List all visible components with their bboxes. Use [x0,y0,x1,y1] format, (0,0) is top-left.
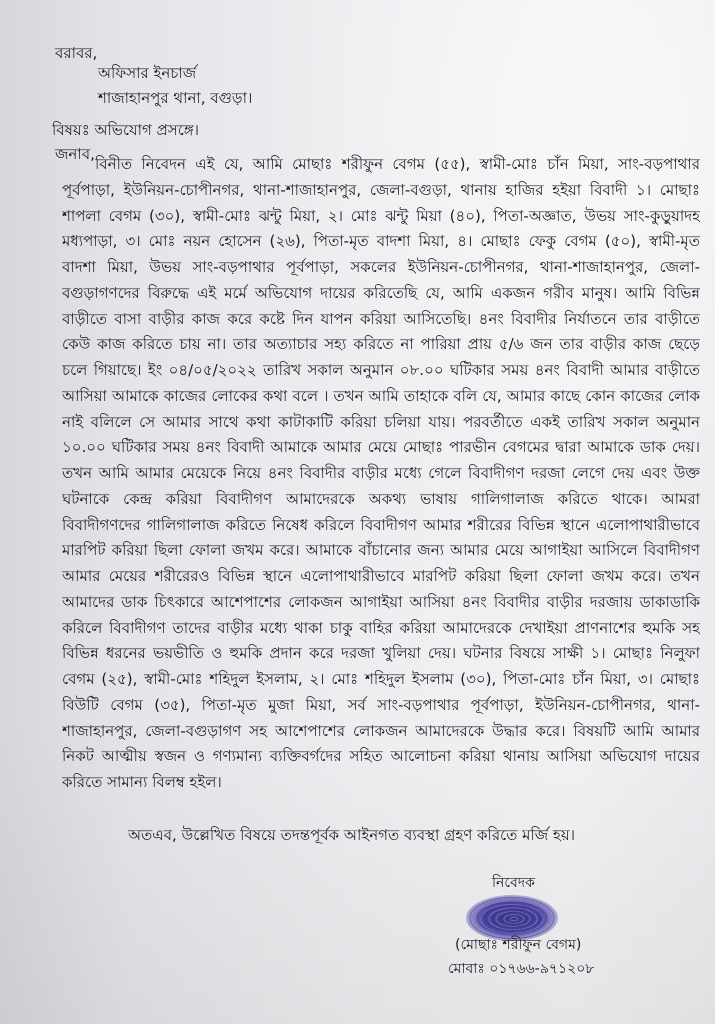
body-line: বিউটি বেগম (৩৫), পিতা-মৃত মুজা মিয়া, সর্ব সাং-বড়পাথার পূর্বপাড়া, ইউনিয়ন-চোপীনগর, থানা- [62,695,700,714]
body-paragraph [62,152,700,796]
signature-label: নিবেদক [492,875,535,891]
body-line: শাজাহানপুর, জেলা-বগুড়াগণ সহ আশেপাশের লোকজন আমাদেরকে উদ্ধার করে। বিষয়টি আমি আমার [62,721,700,740]
body-line: ঘটনাকে কেন্দ্র করিয়া বিবাদীগণ আমাদেরকে অকথ্য ভাষায় গালিগালাজ করিতে থাকে। আমরা [62,489,700,508]
body-line: মারপিট করিয়া ছিলা ফোলা জখম করে। আমাকে বাঁচানোর জন্য আমার মেয়ে আগাইয়া আসিলে বিবাদীগণ [62,541,700,560]
body-line: চলে গিয়াছে। ইং ০৪/০৫/২০২২ তারিখ সকাল অনুমান ০৮.০০ ঘটিকার সময় ৪নং বিবাদী আমার বাড়ীতে [62,361,700,379]
body-line: বগুড়াগণদের বিরুদ্ধে এই মর্মে অভিযোগ দায়ের করিতেছি যে, আমি একজন গরীব মানুষ। আমি বিভিন্ন [62,283,700,302]
body-line: বিবাদীগণদের গালিগালাজ করিতে নিষেধ করিলে বিবাদীগণ আমার শরীরের বিভিন্ন স্থানে এলোপাথারীভাবে [62,515,700,534]
body-line: বাড়ীতে বাসা বাড়ীর কাজ করে কষ্টে দিন যাপন করিয়া আসিতেছি। ৪নং বিবাদীর নির্যাতনে তার বাড়ীতে [62,309,700,328]
body-line: ১০.০০ ঘটিকার সময় ৪নং বিবাদী আমাকে আমার মেয়ে মোছাঃ পারভীন বেগমের দ্বারা আমাকে ডাক দেয়। [62,438,700,457]
closing-request: অতএব, উল্লেখিত বিষয়ে তদন্তপূর্বক আইনগত ব্যবস্থা গ্রহণ করিতে মর্জি হয়। [128,826,576,844]
subject-line: বিষয়ঃ অভিযোগ প্রসঙ্গে। [52,121,200,139]
recipient-salutation: বরাবর, [55,44,98,62]
body-line: বিনীত নিবেদন এই যে, আমি মোছাঃ শরীফুন বেগম (৫৫), স্বামী-মোঃ চাঁন মিয়া, সাং-বড়পাথার [95,155,700,173]
body-line: বেগম (২৫), স্বামী-মোঃ শহিদুল ইসলাম, ২। মোঃ শহিদুল ইসলাম (৩০), পিতা-মোঃ চাঁন মিয়া, ৩। মোছাঃ [62,670,700,688]
body-line: পূর্বপাড়া, ইউনিয়ন-চোপীনগর, থানা-শাজাহানপুর, জেলা-বগুড়া, থানায় হাজির হইয়া বিবাদী ১। মোছাঃ [62,180,700,199]
body-line: করিলে বিবাদীগণ তাদের বাড়ীর মধ্যে থাকা চাকু বাহির করিয়া আমাদেরকে দেখাইয়া প্রাণনাশের হুমকি সহ [62,618,700,637]
signer-mobile: মোবাঃ ০১৭৬৬-৯৭১২০৮ [448,961,595,977]
body-line: মধ্যপাড়া, ৩। মোঃ নয়ন হোসেন (২৬), পিতা-মৃত বাদশা মিয়া, ৪। মোছাঃ ফেকু বেগম (৫০), স্বামী-মৃত [62,232,700,251]
body-line: বাদশা মিয়া, উভয় সাং-বড়পাথার পূর্বপাড়া, সকলের ইউনিয়ন-চোপীনগর, থানা-শাজাহানপুর, জেলা- [62,258,700,276]
body-line: শাপলা বেগম (৩০), স্বামী-মোঃ ঝন্টু মিয়া, ২। মোঃ ঝন্টু মিয়া (৪০), পিতা-অজ্ঞাত, উভয় সাং-কুড়ুয়াদহ [62,206,700,225]
signer-name: (মোছাঃ শরীফুন বেগম) [455,937,582,953]
body-line: নিকট আত্মীয় স্বজন ও গণ্যমান্য ব্যক্তিবর্গদের সহিত আলোচনা করিয়া থানায় আসিয়া অভিযোগ দায়ের [62,747,700,766]
body-line: তখন আমি আমার মেয়েকে নিয়ে ৪নং বিবাদীর বাড়ীর মধ্যে গেলে বিবাদীগণ দরজা লেগে দেয় এবং উক্ত [62,464,700,482]
body-line: বিভিন্ন ধরনের ভয়ভীতি ও হুমকি প্রদান করে দরজা খুলিয়া দেয়। ঘটনার বিষয়ে সাক্ষী ১। মোছাঃ নিলুফা [62,644,700,663]
body-line: করিতে সামান্য বিলম্ব হইল। [62,773,222,791]
greeting: জনাব, [55,145,95,163]
body-line: নাই বলিলে সে আমার সাথে কথা কাটাকাটি করিয়া চলিয়া যায়। পরবর্তীতে একই তারিখ সকাল অনুমান [62,412,700,431]
body-line: আসিয়া আমাকে কাজের লোকের কথা বলে । তখন আমি তাহাকে বলি যে, আমার কাছে কোন কাজের লোক [62,386,700,405]
body-line: আমাদের ডাক চিৎকারে আশেপাশের লোকজন আগাইয়া আসিয়া ৪নং বিবাদীর বাড়ীর দরজায় ডাকাডাকি [62,592,700,611]
body-line: আমার মেয়ের শরীরেরও বিভিন্ন স্থানে এলোপাথারীভাবে মারপিট করিয়া ছিলা ফোলা জখম করে। তখন [62,567,700,585]
body-line: কেউ কাজ করিতে চায় না। তার অত্যাচার সহ্য করিতে না পারিয়া প্রায় ৫/৬ জন তার বাড়ীর কাজ ছেড়ে [62,335,700,354]
recipient-address: শাজাহানপুর থানা, বগুড়া। [98,89,253,107]
recipient-title: অফিসার ইনচার্জ [98,64,197,82]
